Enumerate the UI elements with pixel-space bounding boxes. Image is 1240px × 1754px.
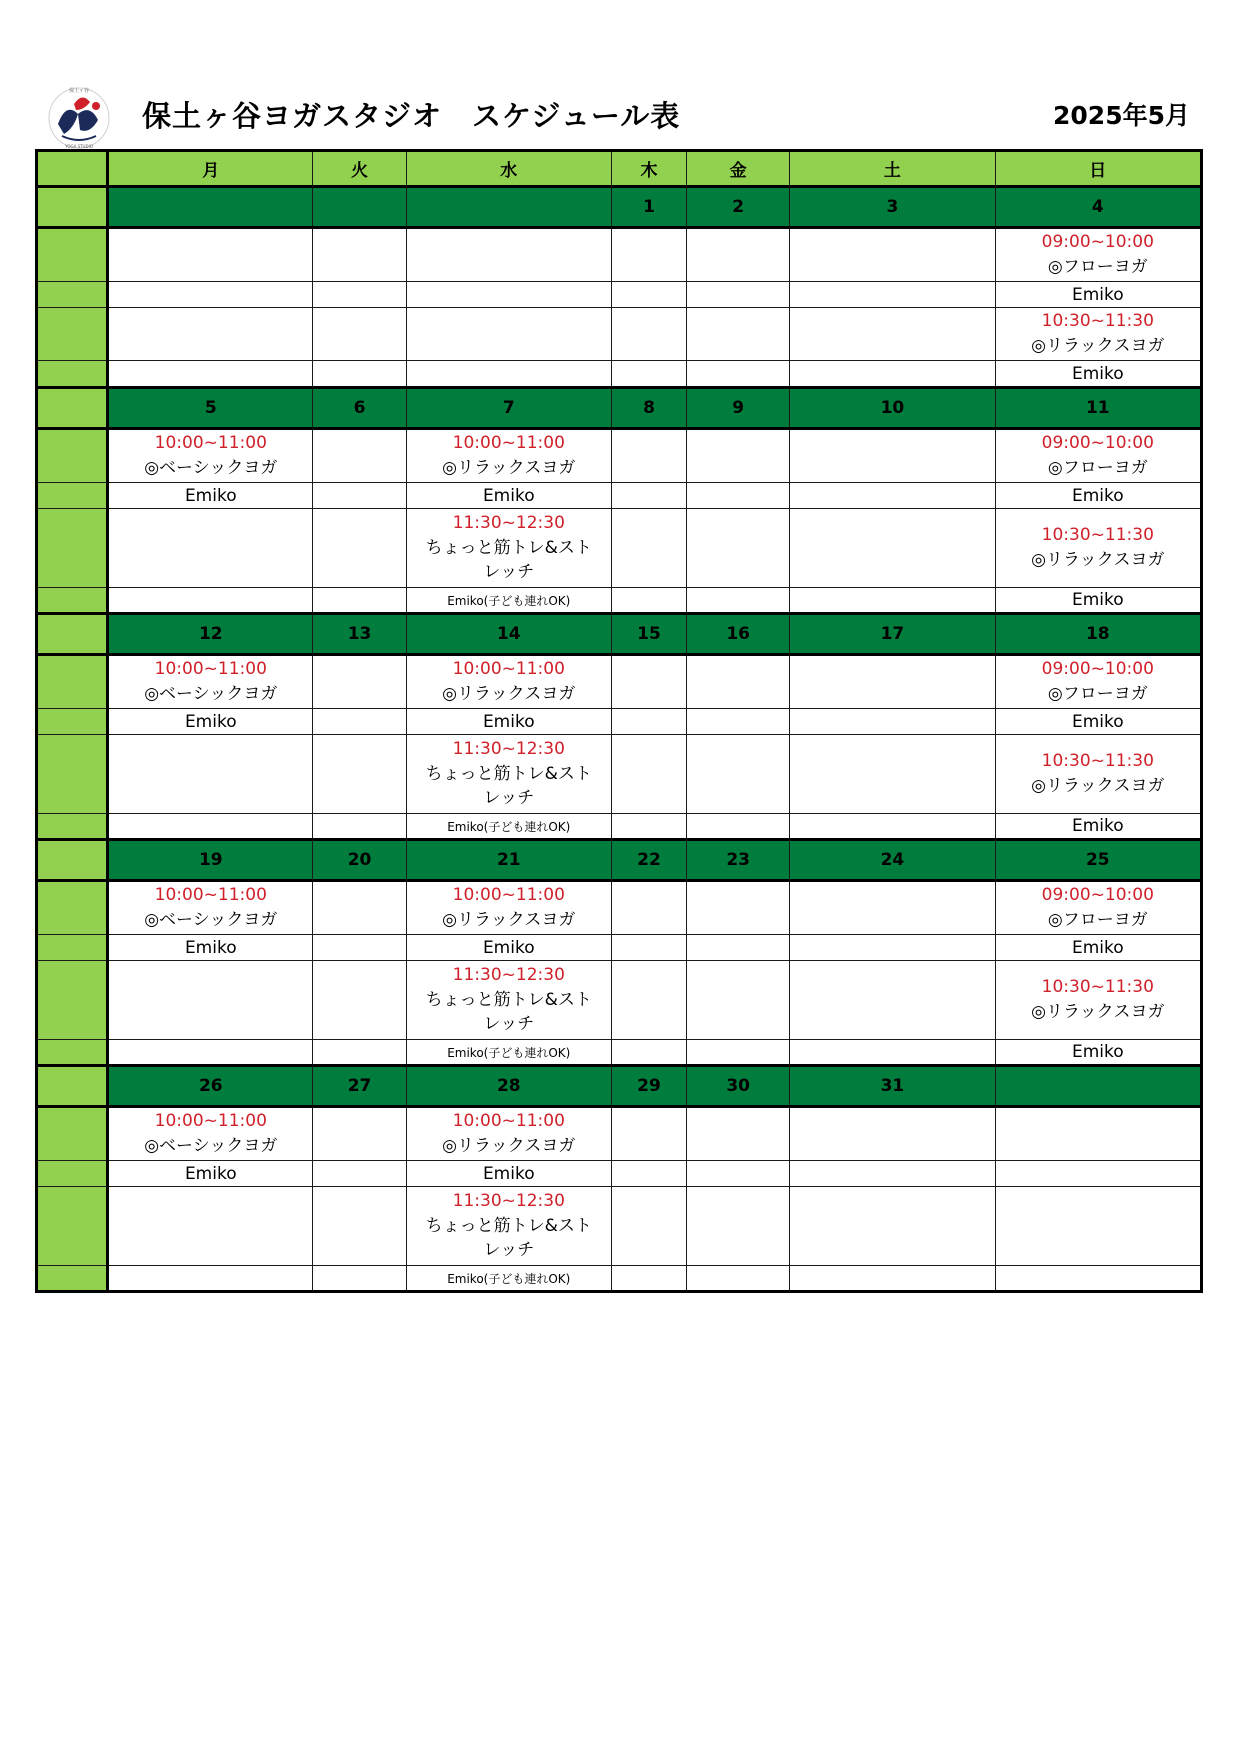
class-teacher: Emiko xyxy=(406,935,611,961)
studio-logo xyxy=(44,84,114,150)
date-cell: 19 xyxy=(108,840,313,881)
side-cell xyxy=(37,429,108,483)
empty-cell xyxy=(108,814,313,840)
side-cell xyxy=(37,388,108,429)
empty-cell xyxy=(313,881,406,935)
date-cell: 3 xyxy=(790,187,995,228)
class-name: ◎リラックスヨガ xyxy=(1031,1002,1165,1022)
empty-cell xyxy=(790,308,995,361)
side-cell xyxy=(37,483,108,509)
class-name: ◎ベーシックヨガ xyxy=(144,684,278,704)
empty-cell xyxy=(406,282,611,308)
class-time: 10:00~11:00 xyxy=(452,1111,565,1132)
empty-cell xyxy=(313,308,406,361)
class-cell xyxy=(406,655,611,709)
date-cell: 11 xyxy=(995,388,1201,429)
class-cell xyxy=(406,961,611,1040)
empty-cell xyxy=(313,709,406,735)
empty-cell xyxy=(313,1187,406,1266)
empty-cell xyxy=(611,509,686,588)
class-name: ◎リラックスヨガ xyxy=(1031,550,1165,570)
empty-cell xyxy=(611,1187,686,1266)
empty-cell xyxy=(108,361,313,388)
empty-cell xyxy=(313,961,406,1040)
side-cell xyxy=(37,588,108,614)
class-time: 09:00~10:00 xyxy=(1041,232,1154,253)
page-title: 保土ヶ谷ヨガスタジオ スケジュール表 xyxy=(142,99,681,133)
empty-cell xyxy=(611,429,686,483)
side-cell xyxy=(37,1161,108,1187)
empty-cell xyxy=(995,1187,1201,1266)
side-cell xyxy=(37,1107,108,1161)
empty-cell xyxy=(406,308,611,361)
empty-cell xyxy=(687,361,790,388)
empty-cell xyxy=(687,935,790,961)
empty-cell xyxy=(313,814,406,840)
side-cell xyxy=(37,840,108,881)
side-cell xyxy=(37,361,108,388)
date-cell: 1 xyxy=(611,187,686,228)
class-time: 11:30~12:30 xyxy=(452,965,565,986)
empty-cell xyxy=(790,1107,995,1161)
date-cell: 12 xyxy=(108,614,313,655)
date-cell: 6 xyxy=(313,388,406,429)
class-cell xyxy=(406,1187,611,1266)
date-cell: 23 xyxy=(687,840,790,881)
empty-cell xyxy=(790,282,995,308)
logo-bottom-text: YOGA STUDIO xyxy=(65,144,93,149)
date-cell: 29 xyxy=(611,1066,686,1107)
date-cell: 20 xyxy=(313,840,406,881)
empty-cell xyxy=(313,483,406,509)
class-name: ◎フローヨガ xyxy=(1047,257,1148,277)
date-cell: 8 xyxy=(611,388,686,429)
empty-cell xyxy=(611,735,686,814)
weekday-wed: 水 xyxy=(406,151,611,187)
date-cell: 10 xyxy=(790,388,995,429)
date-cell: 14 xyxy=(406,614,611,655)
empty-cell xyxy=(611,228,686,282)
class-teacher: Emiko xyxy=(995,588,1201,614)
date-cell: 24 xyxy=(790,840,995,881)
empty-cell xyxy=(611,881,686,935)
empty-cell xyxy=(790,935,995,961)
empty-cell xyxy=(611,961,686,1040)
empty-cell xyxy=(687,308,790,361)
side-cell xyxy=(37,509,108,588)
empty-cell xyxy=(790,483,995,509)
class-name: ◎ベーシックヨガ xyxy=(144,458,278,478)
empty-cell xyxy=(995,1161,1201,1187)
empty-cell xyxy=(995,1107,1201,1161)
empty-cell xyxy=(687,429,790,483)
empty-cell xyxy=(687,228,790,282)
weekday-thu: 木 xyxy=(611,151,686,187)
side-cell xyxy=(37,1066,108,1107)
date-cell xyxy=(313,187,406,228)
class-name-cont: レッチ xyxy=(483,562,535,583)
date-row-week1 xyxy=(37,187,1202,228)
empty-cell xyxy=(687,961,790,1040)
class-cell xyxy=(995,961,1201,1040)
class-time: 09:00~10:00 xyxy=(1041,433,1154,454)
date-cell: 26 xyxy=(108,1066,313,1107)
date-row-week5 xyxy=(37,1066,1202,1107)
date-cell: 27 xyxy=(313,1066,406,1107)
side-cell xyxy=(37,282,108,308)
empty-cell xyxy=(313,588,406,614)
date-cell: 4 xyxy=(995,187,1201,228)
class-cell xyxy=(406,881,611,935)
side-cell xyxy=(37,655,108,709)
class-cell xyxy=(995,308,1201,361)
empty-cell xyxy=(406,361,611,388)
class-cell xyxy=(406,429,611,483)
empty-cell xyxy=(611,1040,686,1066)
empty-cell xyxy=(687,735,790,814)
empty-cell xyxy=(611,483,686,509)
class-cell xyxy=(995,429,1201,483)
empty-cell xyxy=(406,228,611,282)
month-label: 2025年5月 xyxy=(1053,101,1190,130)
class-name: ◎リラックスヨガ xyxy=(442,910,576,930)
date-cell: 28 xyxy=(406,1066,611,1107)
class-name: ちょっと筋トレ&スト xyxy=(425,989,592,1010)
empty-cell xyxy=(313,282,406,308)
empty-cell xyxy=(790,588,995,614)
class-name-cont: レッチ xyxy=(483,1014,535,1035)
empty-cell xyxy=(313,1161,406,1187)
class-time: 10:30~11:30 xyxy=(1041,977,1154,998)
class-time: 10:00~11:00 xyxy=(452,885,565,906)
empty-cell xyxy=(108,509,313,588)
weekday-sat: 土 xyxy=(790,151,995,187)
class-time: 11:30~12:30 xyxy=(452,1191,565,1212)
date-cell: 15 xyxy=(611,614,686,655)
class-time: 10:00~11:00 xyxy=(452,659,565,680)
empty-cell xyxy=(611,1161,686,1187)
class-cell xyxy=(108,655,313,709)
empty-cell xyxy=(313,1107,406,1161)
class-teacher: Emiko xyxy=(108,1161,313,1187)
empty-cell xyxy=(611,1107,686,1161)
empty-cell xyxy=(611,1266,686,1292)
class-teacher: Emiko xyxy=(995,483,1201,509)
class-teacher: Emiko(子ども連れOK) xyxy=(406,814,611,840)
class-name: ◎フローヨガ xyxy=(1047,684,1148,704)
empty-cell xyxy=(108,1187,313,1266)
empty-cell xyxy=(790,814,995,840)
empty-cell xyxy=(790,1266,995,1292)
empty-cell xyxy=(108,282,313,308)
empty-cell xyxy=(790,961,995,1040)
class-name: ◎リラックスヨガ xyxy=(442,684,576,704)
date-cell: 21 xyxy=(406,840,611,881)
class-time: 10:00~11:00 xyxy=(154,433,267,454)
date-cell: 31 xyxy=(790,1066,995,1107)
class-time: 09:00~10:00 xyxy=(1041,885,1154,906)
empty-cell xyxy=(611,655,686,709)
logo-top-text: 保土ヶ谷 xyxy=(68,88,90,94)
date-cell xyxy=(406,187,611,228)
side-cell xyxy=(37,151,108,187)
class-teacher: Emiko xyxy=(995,1040,1201,1066)
empty-cell xyxy=(611,709,686,735)
side-cell xyxy=(37,881,108,935)
empty-cell xyxy=(687,814,790,840)
class-name: ◎リラックスヨガ xyxy=(1031,776,1165,796)
date-row-week4 xyxy=(37,840,1202,881)
side-cell xyxy=(37,935,108,961)
class-cell xyxy=(406,509,611,588)
class-time: 10:30~11:30 xyxy=(1041,311,1154,332)
side-cell xyxy=(37,961,108,1040)
class-cell xyxy=(995,655,1201,709)
date-cell: 25 xyxy=(995,840,1201,881)
empty-cell xyxy=(313,429,406,483)
empty-cell xyxy=(313,1040,406,1066)
date-cell: 16 xyxy=(687,614,790,655)
empty-cell xyxy=(687,1187,790,1266)
empty-cell xyxy=(790,429,995,483)
class-cell xyxy=(406,735,611,814)
class-cell xyxy=(108,881,313,935)
class-name: ◎ベーシックヨガ xyxy=(144,910,278,930)
empty-cell xyxy=(790,1161,995,1187)
empty-cell xyxy=(687,881,790,935)
class-teacher: Emiko xyxy=(995,814,1201,840)
side-cell xyxy=(37,1266,108,1292)
class-teacher: Emiko xyxy=(406,709,611,735)
class-time: 10:00~11:00 xyxy=(154,659,267,680)
date-cell: 13 xyxy=(313,614,406,655)
class-time: 11:30~12:30 xyxy=(452,739,565,760)
empty-cell xyxy=(313,228,406,282)
class-teacher: Emiko xyxy=(108,935,313,961)
class-time: 10:00~11:00 xyxy=(452,433,565,454)
empty-cell xyxy=(108,961,313,1040)
empty-cell xyxy=(995,1266,1201,1292)
date-cell: 2 xyxy=(687,187,790,228)
class-teacher: Emiko xyxy=(108,709,313,735)
class-cell xyxy=(995,228,1201,282)
empty-cell xyxy=(108,735,313,814)
class-time: 10:00~11:00 xyxy=(154,1111,267,1132)
class-teacher: Emiko xyxy=(995,709,1201,735)
empty-cell xyxy=(313,1266,406,1292)
date-cell: 9 xyxy=(687,388,790,429)
class-name: ◎リラックスヨガ xyxy=(1031,336,1165,356)
date-row-week3 xyxy=(37,614,1202,655)
date-cell: 30 xyxy=(687,1066,790,1107)
side-cell xyxy=(37,308,108,361)
empty-cell xyxy=(313,509,406,588)
date-cell: 22 xyxy=(611,840,686,881)
empty-cell xyxy=(687,509,790,588)
empty-cell xyxy=(790,361,995,388)
class-time: 10:30~11:30 xyxy=(1041,751,1154,772)
empty-cell xyxy=(108,588,313,614)
empty-cell xyxy=(611,814,686,840)
empty-cell xyxy=(108,1266,313,1292)
class-name: ちょっと筋トレ&スト xyxy=(425,537,592,558)
empty-cell xyxy=(687,1040,790,1066)
empty-cell xyxy=(790,228,995,282)
empty-cell xyxy=(611,282,686,308)
date-cell: 18 xyxy=(995,614,1201,655)
date-cell xyxy=(108,187,313,228)
weekday-tue: 火 xyxy=(313,151,406,187)
class-teacher: Emiko(子ども連れOK) xyxy=(406,588,611,614)
class-teacher: Emiko xyxy=(406,483,611,509)
class-name: ◎フローヨガ xyxy=(1047,910,1148,930)
class-time: 10:30~11:30 xyxy=(1041,525,1154,546)
class-time: 11:30~12:30 xyxy=(452,513,565,534)
class-time: 10:00~11:00 xyxy=(154,885,267,906)
class-name: ◎リラックスヨガ xyxy=(442,458,576,478)
empty-cell xyxy=(790,709,995,735)
empty-cell xyxy=(687,483,790,509)
schedule-table xyxy=(35,149,1203,1293)
class-teacher: Emiko xyxy=(406,1161,611,1187)
class-name: ◎フローヨガ xyxy=(1047,458,1148,478)
class-name-cont: レッチ xyxy=(483,788,535,809)
empty-cell xyxy=(790,1187,995,1266)
side-cell xyxy=(37,814,108,840)
class-cell xyxy=(995,735,1201,814)
class-time: 09:00~10:00 xyxy=(1041,659,1154,680)
empty-cell xyxy=(790,509,995,588)
class-teacher: Emiko xyxy=(995,935,1201,961)
empty-cell xyxy=(313,655,406,709)
class-teacher: Emiko(子ども連れOK) xyxy=(406,1266,611,1292)
date-cell: 17 xyxy=(790,614,995,655)
class-cell xyxy=(995,509,1201,588)
side-cell xyxy=(37,709,108,735)
class-teacher: Emiko xyxy=(995,361,1201,388)
class-name: ちょっと筋トレ&スト xyxy=(425,763,592,784)
class-cell xyxy=(108,429,313,483)
class-cell xyxy=(406,1107,611,1161)
side-cell xyxy=(37,614,108,655)
class-teacher: Emiko(子ども連れOK) xyxy=(406,1040,611,1066)
empty-cell xyxy=(611,308,686,361)
side-cell xyxy=(37,228,108,282)
weekday-fri: 金 xyxy=(687,151,790,187)
empty-cell xyxy=(687,1107,790,1161)
empty-cell xyxy=(687,1161,790,1187)
date-cell: 5 xyxy=(108,388,313,429)
empty-cell xyxy=(687,1266,790,1292)
side-cell xyxy=(37,1187,108,1266)
side-cell xyxy=(37,735,108,814)
empty-cell xyxy=(611,588,686,614)
empty-cell xyxy=(790,881,995,935)
empty-cell xyxy=(687,709,790,735)
empty-cell xyxy=(313,361,406,388)
weekday-header-row xyxy=(37,151,1202,187)
empty-cell xyxy=(687,588,790,614)
empty-cell xyxy=(313,935,406,961)
class-cell xyxy=(108,1107,313,1161)
class-teacher: Emiko xyxy=(995,282,1201,308)
empty-cell xyxy=(790,655,995,709)
empty-cell xyxy=(790,735,995,814)
empty-cell xyxy=(611,361,686,388)
empty-cell xyxy=(611,935,686,961)
weekday-mon: 月 xyxy=(108,151,313,187)
class-teacher: Emiko xyxy=(108,483,313,509)
class-name: ◎リラックスヨガ xyxy=(442,1136,576,1156)
empty-cell xyxy=(790,1040,995,1066)
empty-cell xyxy=(687,282,790,308)
class-name-cont: レッチ xyxy=(483,1240,535,1261)
class-name: ちょっと筋トレ&スト xyxy=(425,1215,592,1236)
empty-cell xyxy=(108,308,313,361)
side-cell xyxy=(37,187,108,228)
empty-cell xyxy=(108,228,313,282)
date-row-week2 xyxy=(37,388,1202,429)
date-cell xyxy=(995,1066,1201,1107)
empty-cell xyxy=(313,735,406,814)
empty-cell xyxy=(687,655,790,709)
date-cell: 7 xyxy=(406,388,611,429)
side-cell xyxy=(37,1040,108,1066)
class-cell xyxy=(995,881,1201,935)
empty-cell xyxy=(108,1040,313,1066)
class-name: ◎ベーシックヨガ xyxy=(144,1136,278,1156)
weekday-sun: 日 xyxy=(995,151,1201,187)
